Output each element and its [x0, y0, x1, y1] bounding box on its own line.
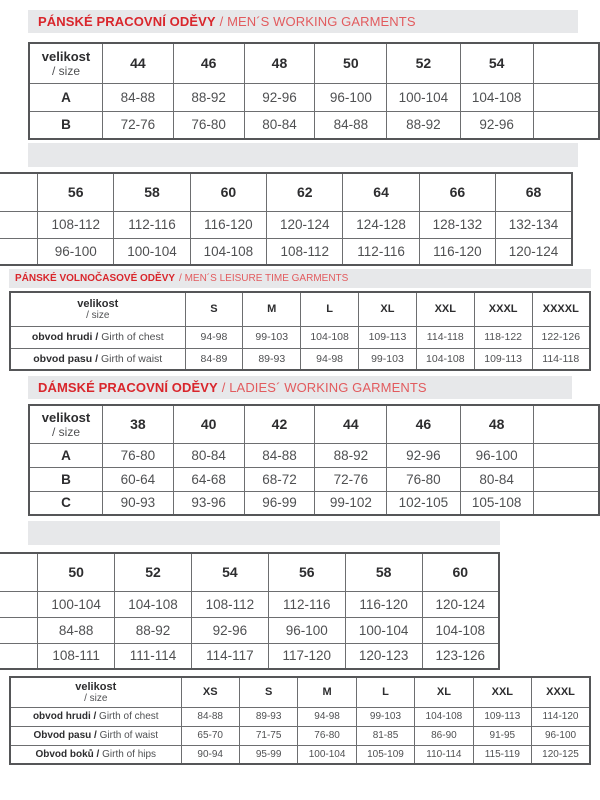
value-cell: 96-99	[244, 491, 315, 515]
clipped-size-header-cell	[533, 405, 599, 443]
value-cell: 108-112	[38, 211, 114, 238]
value-cell: 94-98	[301, 348, 359, 370]
value-cell: 92-96	[244, 83, 315, 111]
size-header-cell: XXXL	[474, 292, 532, 326]
table-row	[29, 467, 599, 491]
size-header-cell: XXL	[416, 292, 474, 326]
size-corner-cell	[10, 292, 185, 326]
value-cell: 104-108	[416, 348, 474, 370]
size-corner-cell	[0, 553, 38, 591]
table-header-row	[10, 677, 590, 707]
value-cell: 120-124	[496, 238, 572, 265]
size-header-cell: 58	[345, 553, 422, 591]
size-corner-cell	[29, 405, 103, 443]
table-header-row	[29, 405, 599, 443]
value-cell: 90-93	[103, 491, 174, 515]
row-label-cell: A	[29, 443, 103, 467]
size-header-cell: 54	[460, 43, 533, 83]
size-table	[28, 404, 600, 516]
value-cell: 94-98	[185, 326, 243, 348]
section-title-czech: DÁMSKÉ PRACOVNÍ ODĚVY	[38, 380, 218, 395]
value-cell: 116-120	[345, 591, 422, 617]
value-cell: 90-94	[181, 745, 239, 764]
row-label-english: Girth of hips	[99, 748, 157, 760]
value-cell: 64-68	[173, 467, 244, 491]
section-header-ladies-working	[28, 376, 572, 399]
size-corner-cell	[10, 677, 181, 707]
size-header-cell: XL	[415, 677, 473, 707]
table-header-row	[10, 292, 590, 326]
table-row	[10, 726, 590, 745]
table-row	[10, 348, 590, 370]
row-label-czech: obvod hrudi /	[31, 331, 99, 343]
value-cell: 60-64	[103, 467, 174, 491]
value-cell: 111-114	[115, 643, 192, 669]
size-header-cell: 60	[422, 553, 499, 591]
value-cell: 109-113	[474, 348, 532, 370]
table-header-row	[0, 173, 572, 211]
section-title-czech: PÁNSKÉ VOLNOČASOVÉ ODĚVY	[15, 273, 176, 284]
value-cell: 104-108	[190, 238, 266, 265]
value-cell: 76-80	[298, 726, 356, 745]
value-cell: 120-123	[345, 643, 422, 669]
value-cell: 124-128	[343, 211, 419, 238]
corner-label-czech: velikost	[75, 680, 117, 693]
table-row	[29, 83, 599, 111]
value-cell: 71-75	[239, 726, 297, 745]
size-header-cell: 58	[114, 173, 190, 211]
table-row	[29, 491, 599, 515]
value-cell: 104-108	[460, 83, 533, 111]
table-header-row	[29, 43, 599, 83]
size-header-cell: XL	[359, 292, 417, 326]
row-label-cell: C	[29, 491, 103, 515]
mens-working-size-table-56-68	[0, 172, 573, 266]
table-row	[29, 111, 599, 139]
table-row	[0, 643, 499, 669]
value-cell: 99-103	[243, 326, 301, 348]
corner-label-czech: velikost	[41, 409, 91, 425]
value-cell: 76-80	[173, 111, 244, 139]
value-cell: 84-88	[181, 707, 239, 726]
size-header-cell: 50	[38, 553, 115, 591]
size-table	[0, 172, 573, 266]
size-table	[28, 42, 600, 140]
value-cell: 100-104	[298, 745, 356, 764]
row-label-cell	[10, 726, 181, 745]
value-cell: 105-108	[460, 491, 533, 515]
value-cell: 100-104	[114, 238, 190, 265]
clipped-value-cell	[533, 83, 599, 111]
value-cell: 114-117	[191, 643, 268, 669]
value-cell: 102-105	[387, 491, 460, 515]
ladies-leisure-size-table	[9, 676, 593, 765]
value-cell: 72-76	[315, 467, 387, 491]
value-cell: 114-118	[416, 326, 474, 348]
value-cell: 84-88	[244, 443, 315, 467]
row-label-czech: obvod hrudi /	[32, 711, 97, 722]
table-row	[0, 238, 572, 265]
value-cell: 108-111	[38, 643, 115, 669]
size-header-cell: 68	[496, 173, 572, 211]
value-cell: 112-116	[114, 211, 190, 238]
ladies-working-size-table-50-60	[0, 552, 500, 670]
size-corner-cell	[29, 43, 103, 83]
corner-label-czech: velikost	[77, 297, 119, 310]
table-row	[0, 617, 499, 643]
value-cell: 117-120	[268, 643, 345, 669]
row-label-czech: Obvod pasu /	[33, 730, 97, 741]
value-cell: 68-72	[244, 467, 315, 491]
value-cell: 100-104	[38, 591, 115, 617]
value-cell: 95-99	[239, 745, 297, 764]
row-label-english: Girth of chest	[96, 711, 159, 722]
value-cell: 114-118	[532, 348, 590, 370]
row-label-cell: B	[29, 467, 103, 491]
size-header-cell: 44	[103, 43, 174, 83]
corner-label-english: / size	[84, 692, 108, 704]
size-header-cell: L	[356, 677, 414, 707]
value-cell: 88-92	[315, 443, 387, 467]
size-header-cell: S	[185, 292, 243, 326]
mens-leisure-size-table	[9, 291, 593, 371]
value-cell: 88-92	[387, 111, 460, 139]
value-cell: 91-95	[473, 726, 531, 745]
value-cell: 92-96	[387, 443, 460, 467]
value-cell: 96-100	[315, 83, 387, 111]
section-header-mens-leisure	[9, 269, 591, 288]
section-title-czech: PÁNSKÉ PRACOVNÍ ODĚVY	[38, 14, 216, 29]
value-cell: 104-108	[422, 617, 499, 643]
table-row	[10, 745, 590, 764]
table-row	[0, 211, 572, 238]
size-header-cell: 66	[419, 173, 495, 211]
value-cell: 112-116	[268, 591, 345, 617]
row-label-cell	[0, 643, 38, 669]
value-cell: 123-126	[422, 643, 499, 669]
row-label-cell	[0, 591, 38, 617]
size-header-cell: XS	[181, 677, 239, 707]
corner-label-english: / size	[51, 63, 80, 78]
value-cell: 80-84	[460, 467, 533, 491]
value-cell: 100-104	[387, 83, 460, 111]
value-cell: 104-108	[301, 326, 359, 348]
value-cell: 99-102	[315, 491, 387, 515]
value-cell: 84-88	[38, 617, 115, 643]
clipped-value-cell	[533, 111, 599, 139]
value-cell: 92-96	[191, 617, 268, 643]
size-header-cell: 46	[387, 405, 460, 443]
value-cell: 96-100	[38, 238, 114, 265]
value-cell: 88-92	[173, 83, 244, 111]
value-cell: 104-108	[415, 707, 473, 726]
value-cell: 114-120	[532, 707, 590, 726]
value-cell: 80-84	[244, 111, 315, 139]
value-cell: 94-98	[298, 707, 356, 726]
value-cell: 72-76	[103, 111, 174, 139]
row-label-czech: Obvod boků /	[35, 748, 100, 760]
clipped-value-cell	[533, 467, 599, 491]
size-table	[0, 552, 500, 670]
size-table	[9, 676, 591, 765]
value-cell: 122-126	[532, 326, 590, 348]
table-row	[29, 443, 599, 467]
size-header-cell: 44	[315, 405, 387, 443]
divider-bar	[28, 521, 500, 545]
value-cell: 116-120	[190, 211, 266, 238]
table-row	[0, 591, 499, 617]
value-cell: 96-100	[460, 443, 533, 467]
size-header-cell: 40	[173, 405, 244, 443]
clipped-size-header-cell	[533, 43, 599, 83]
corner-label-czech: velikost	[41, 48, 91, 64]
value-cell: 104-108	[115, 591, 192, 617]
clipped-value-cell	[533, 443, 599, 467]
size-header-cell: 42	[244, 405, 315, 443]
size-header-cell: 50	[315, 43, 387, 83]
size-table	[9, 291, 591, 371]
size-header-cell: M	[298, 677, 356, 707]
value-cell: 132-134	[496, 211, 572, 238]
size-header-cell: 52	[115, 553, 192, 591]
value-cell: 116-120	[419, 238, 495, 265]
size-header-cell: 46	[173, 43, 244, 83]
ladies-working-size-table-38-48	[28, 404, 600, 516]
row-label-cell	[0, 211, 38, 238]
value-cell: 93-96	[173, 491, 244, 515]
size-header-cell: L	[301, 292, 359, 326]
size-header-cell: 48	[460, 405, 533, 443]
row-label-cell	[0, 238, 38, 265]
size-header-cell: 54	[191, 553, 268, 591]
section-title-english: / MEN´S LEISURE TIME GARMENTS	[179, 273, 349, 284]
value-cell: 112-116	[343, 238, 419, 265]
value-cell: 105-109	[356, 745, 414, 764]
row-label-cell	[10, 326, 185, 348]
value-cell: 84-88	[315, 111, 387, 139]
value-cell: 88-92	[115, 617, 192, 643]
value-cell: 109-113	[473, 707, 531, 726]
value-cell: 92-96	[460, 111, 533, 139]
size-header-cell: XXL	[473, 677, 531, 707]
size-header-cell: 56	[38, 173, 114, 211]
row-label-cell	[10, 348, 185, 370]
size-header-cell: S	[239, 677, 297, 707]
row-label-english: Girth of chest	[98, 331, 164, 343]
size-header-cell: 38	[103, 405, 174, 443]
size-header-cell: 64	[343, 173, 419, 211]
section-title-english: / LADIES´ WORKING GARMENTS	[221, 380, 427, 395]
value-cell: 99-103	[356, 707, 414, 726]
value-cell: 96-100	[532, 726, 590, 745]
value-cell: 65-70	[181, 726, 239, 745]
corner-label-english: / size	[51, 424, 80, 439]
value-cell: 89-93	[239, 707, 297, 726]
value-cell: 108-112	[191, 591, 268, 617]
corner-label-english: / size	[86, 309, 110, 321]
value-cell: 128-132	[419, 211, 495, 238]
value-cell: 109-113	[359, 326, 417, 348]
size-header-cell: 56	[268, 553, 345, 591]
row-label-cell	[10, 707, 181, 726]
section-header-mens-working	[28, 10, 578, 33]
table-row	[10, 326, 590, 348]
value-cell: 86-90	[415, 726, 473, 745]
value-cell: 120-124	[267, 211, 343, 238]
value-cell: 96-100	[268, 617, 345, 643]
value-cell: 110-114	[415, 745, 473, 764]
value-cell: 76-80	[387, 467, 460, 491]
value-cell: 120-125	[532, 745, 590, 764]
value-cell: 99-103	[359, 348, 417, 370]
row-label-cell: B	[29, 111, 103, 139]
size-header-cell: 62	[267, 173, 343, 211]
value-cell: 120-124	[422, 591, 499, 617]
divider-bar	[28, 143, 578, 167]
value-cell: 115-119	[473, 745, 531, 764]
value-cell: 84-88	[103, 83, 174, 111]
row-label-czech: obvod pasu /	[33, 352, 99, 365]
size-header-cell: 52	[387, 43, 460, 83]
value-cell: 80-84	[173, 443, 244, 467]
clipped-value-cell	[533, 491, 599, 515]
mens-working-size-table-44-54	[28, 42, 600, 140]
value-cell: 100-104	[345, 617, 422, 643]
row-label-cell	[0, 617, 38, 643]
row-label-cell: A	[29, 83, 103, 111]
value-cell: 108-112	[267, 238, 343, 265]
row-label-english: Girth of waist	[96, 730, 158, 741]
row-label-english: Girth of waist	[98, 352, 163, 365]
value-cell: 89-93	[243, 348, 301, 370]
value-cell: 76-80	[103, 443, 174, 467]
table-row	[10, 707, 590, 726]
size-header-cell: XXXXL	[532, 292, 590, 326]
table-header-row	[0, 553, 499, 591]
value-cell: 81-85	[356, 726, 414, 745]
size-header-cell: XXXL	[532, 677, 590, 707]
size-header-cell: 60	[190, 173, 266, 211]
row-label-cell	[10, 745, 181, 764]
value-cell: 84-89	[185, 348, 243, 370]
size-header-cell: 48	[244, 43, 315, 83]
section-title-english: / MEN´S WORKING GARMENTS	[219, 14, 416, 29]
size-header-cell: M	[243, 292, 301, 326]
size-corner-cell	[0, 173, 38, 211]
value-cell: 118-122	[474, 326, 532, 348]
